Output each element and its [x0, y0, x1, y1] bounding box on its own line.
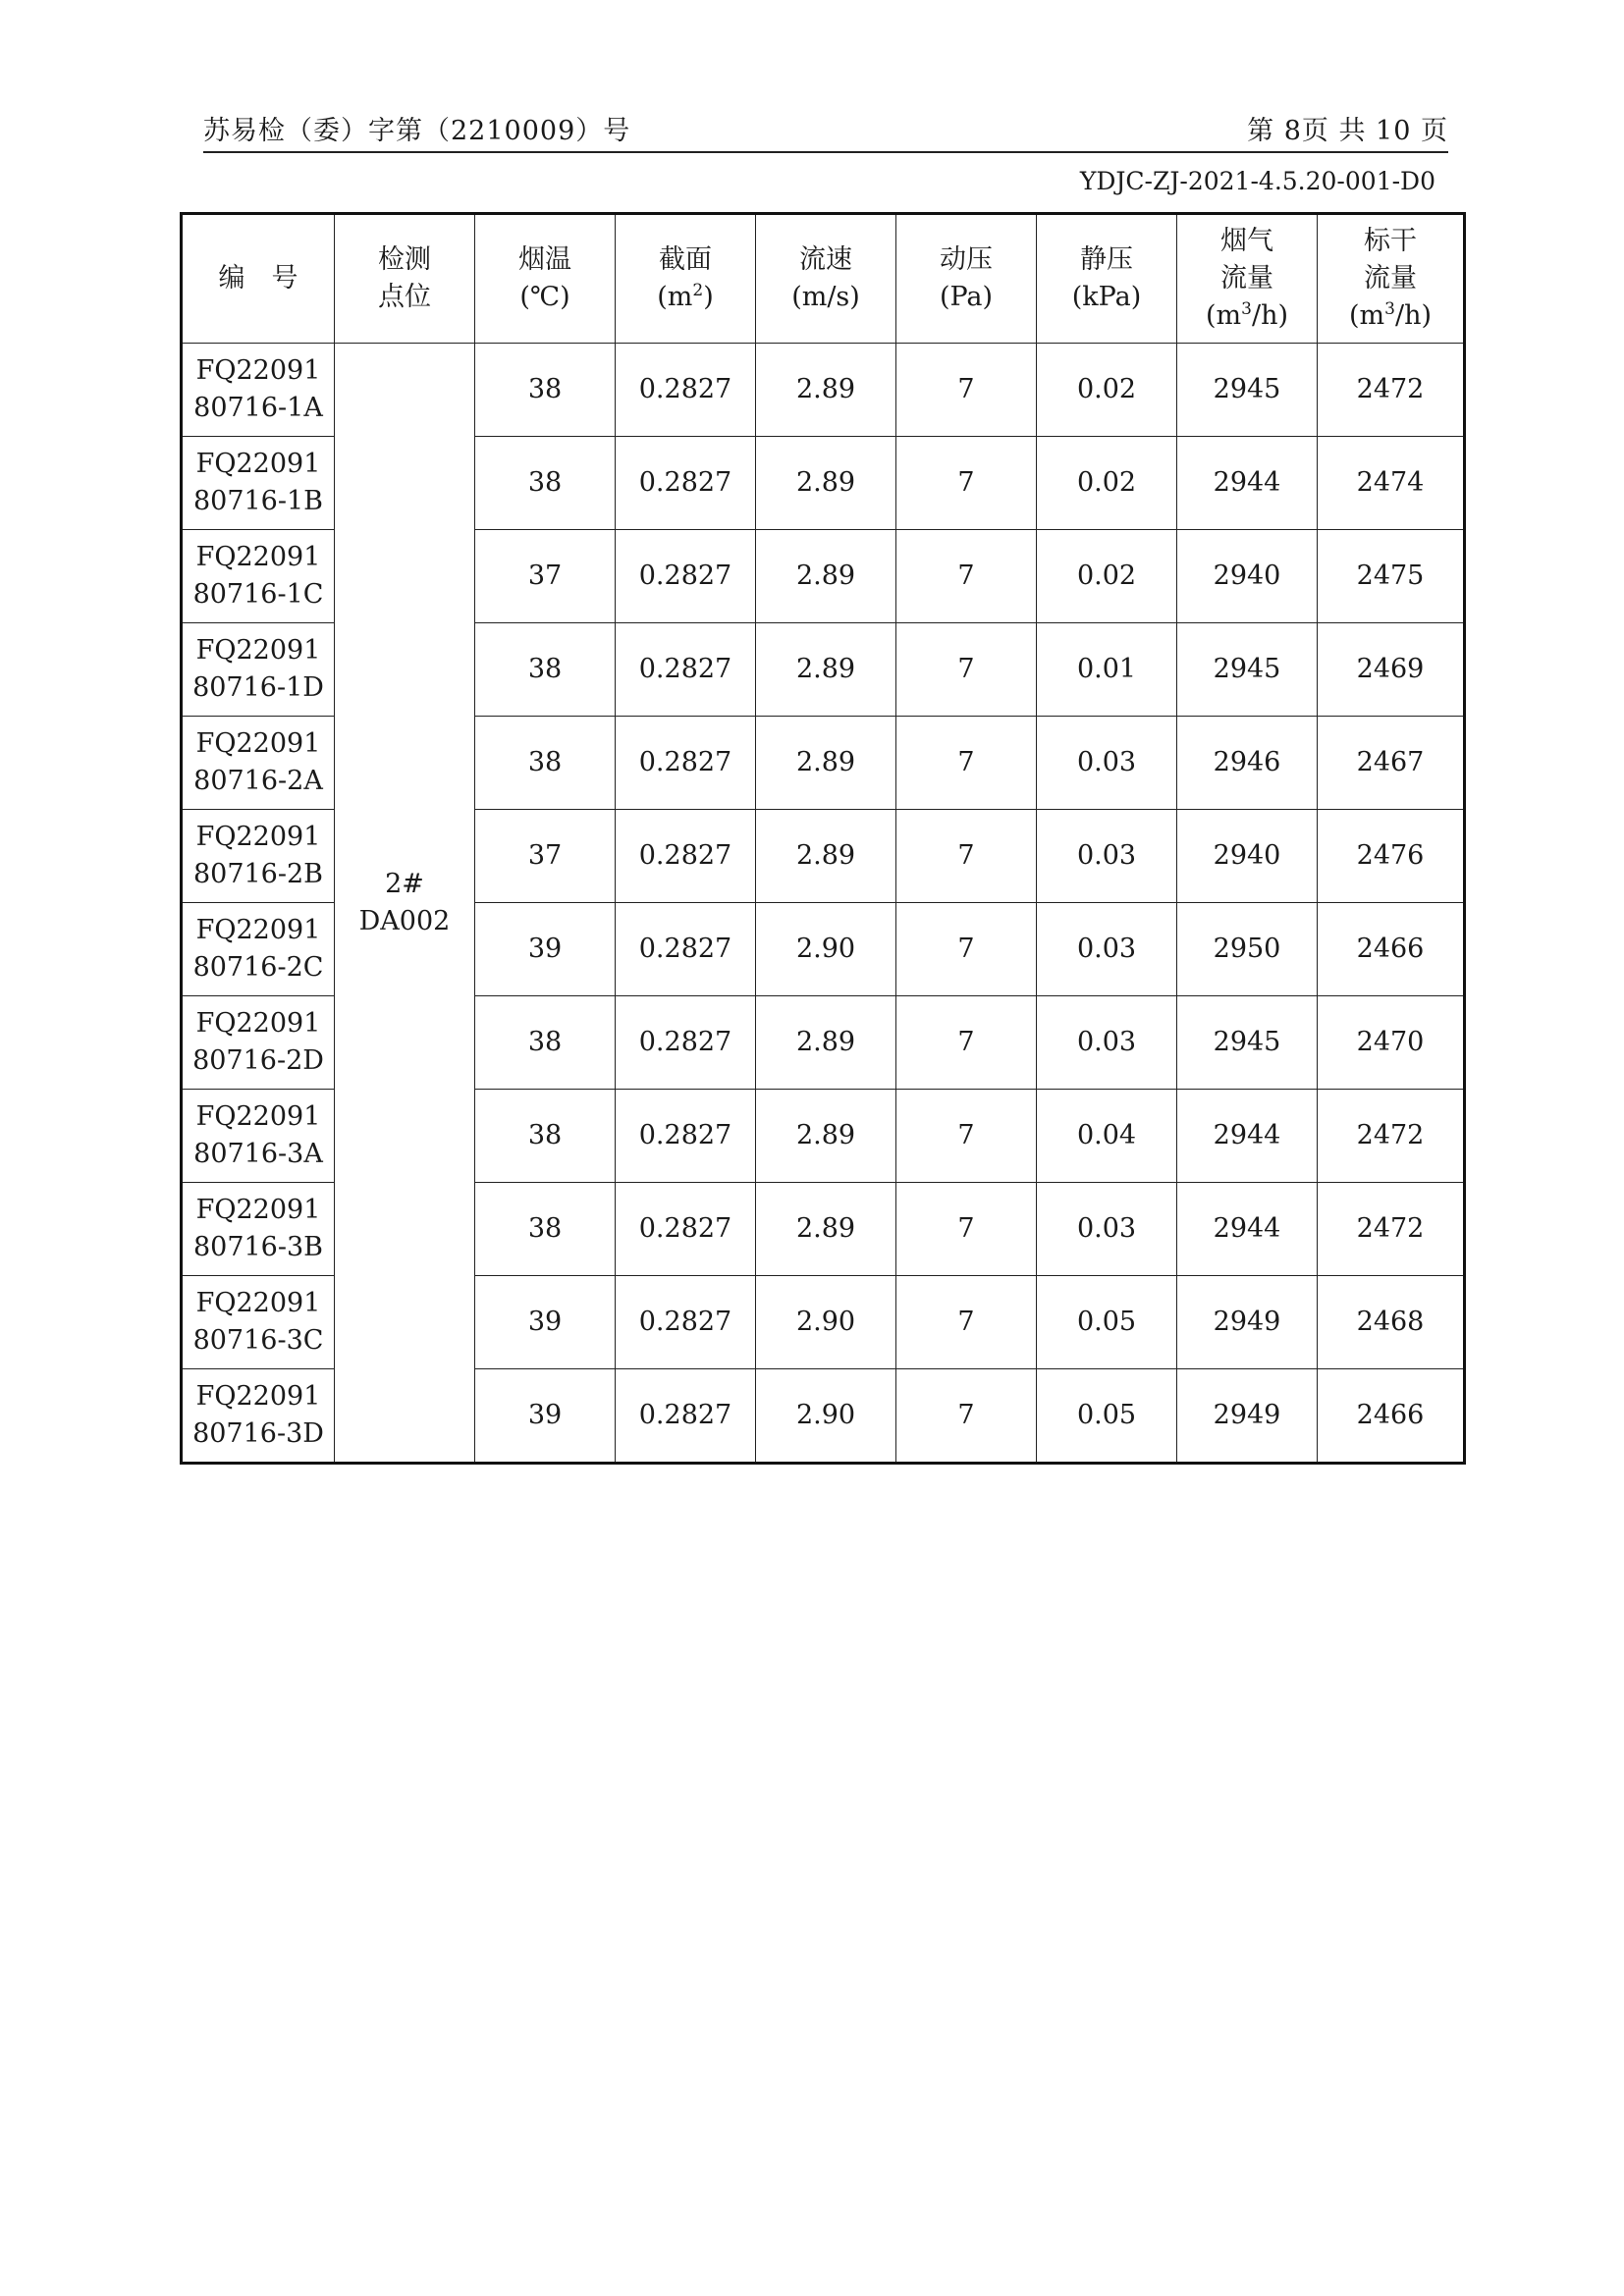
sample-id-text: FQ22091: [195, 542, 321, 572]
dynamic-pressure-cell: 7: [896, 437, 1037, 530]
sample-id-text: FQ22091: [195, 822, 321, 852]
dynamic-pressure-cell: 7: [896, 1276, 1037, 1369]
sample-id-cell: [182, 344, 335, 437]
area-cell: 0.2827: [616, 903, 756, 996]
header-text-part: 流量: [1364, 263, 1417, 294]
header-text-part: 静压: [1080, 244, 1133, 275]
sample-id-text: 80716-2A: [193, 766, 323, 796]
std-dry-flow-cell: 2468: [1318, 1276, 1465, 1369]
sample-id-text: 80716-3A: [193, 1139, 323, 1169]
dynamic-pressure-cell: 7: [896, 903, 1037, 996]
header-text: [616, 241, 755, 279]
static-pressure-cell: 0.05: [1037, 1276, 1177, 1369]
velocity-cell: 2.89: [756, 530, 896, 623]
header-text-part: 烟气: [1220, 226, 1273, 256]
header-text: [1318, 223, 1463, 260]
sample-id-cell: [182, 1369, 335, 1464]
static-pressure-cell: 0.02: [1037, 530, 1177, 623]
sample-id-cell: [182, 1090, 335, 1183]
temperature-cell: 38: [475, 1090, 616, 1183]
header-text-part: (m: [657, 282, 693, 312]
velocity-cell: 2.90: [756, 1369, 896, 1464]
temperature-cell: 38: [475, 344, 616, 437]
sample-id-text: 80716-1D: [192, 672, 324, 703]
temperature-cell: 39: [475, 903, 616, 996]
sample-id-cell: [182, 1276, 335, 1369]
sample-id-text: FQ22091: [195, 449, 321, 479]
sample-id-cell: [182, 530, 335, 623]
area-cell: 0.2827: [616, 810, 756, 903]
header-text: [896, 279, 1036, 316]
header-text-part: 截面: [659, 244, 712, 275]
unit-superscript: 2: [692, 281, 704, 300]
page-info: 第 8页 共 10 页: [1247, 116, 1448, 146]
static-pressure-cell: 0.05: [1037, 1369, 1177, 1464]
sample-id-text: 80716-3C: [192, 1325, 324, 1356]
sample-id-cell: [182, 810, 335, 903]
header-text: [1318, 260, 1463, 297]
sample-id-text: FQ22091: [195, 1008, 321, 1039]
dynamic-pressure-cell: 7: [896, 1369, 1037, 1464]
area-cell: 0.2827: [616, 530, 756, 623]
velocity-cell: 2.89: [756, 1090, 896, 1183]
header-text-part: 检测: [378, 244, 431, 275]
std-dry-flow-cell: 2467: [1318, 717, 1465, 810]
flue-flow-cell: 2944: [1177, 1183, 1318, 1276]
report-number: 苏易检（委）字第（2210009）号: [203, 116, 631, 146]
sample-id-text: 80716-3D: [192, 1418, 324, 1449]
location-text: DA002: [358, 905, 451, 936]
sample-id-text: FQ22091: [195, 915, 321, 945]
flue-flow-cell: 2945: [1177, 344, 1318, 437]
location-cell: [335, 344, 475, 1464]
header-text: [475, 279, 615, 316]
header-text-part: (m/s): [791, 282, 860, 312]
sample-id-cell: [182, 903, 335, 996]
sample-id-text: FQ22091: [195, 728, 321, 759]
area-cell: 0.2827: [616, 1183, 756, 1276]
col-dynamic-pressure-header: [896, 214, 1037, 344]
col-velocity-header: [756, 214, 896, 344]
flue-flow-cell: 2940: [1177, 530, 1318, 623]
header-text-part: 流速: [799, 244, 852, 275]
sample-id-text: FQ22091: [195, 1101, 321, 1132]
dynamic-pressure-cell: 7: [896, 530, 1037, 623]
static-pressure-cell: 0.04: [1037, 1090, 1177, 1183]
header-text: [756, 241, 895, 279]
velocity-cell: 2.89: [756, 717, 896, 810]
area-cell: 0.2827: [616, 1369, 756, 1464]
sample-id-cell: [182, 437, 335, 530]
sample-id-text: FQ22091: [195, 355, 321, 386]
std-dry-flow-cell: 2476: [1318, 810, 1465, 903]
dynamic-pressure-cell: 7: [896, 1183, 1037, 1276]
temperature-cell: 39: [475, 1369, 616, 1464]
std-dry-flow-cell: 2474: [1318, 437, 1465, 530]
sample-id-text: 80716-3B: [192, 1232, 324, 1262]
velocity-cell: 2.89: [756, 437, 896, 530]
col-id-header: [182, 214, 335, 344]
flue-flow-cell: 2945: [1177, 996, 1318, 1090]
flue-flow-cell: 2946: [1177, 717, 1318, 810]
header-text: [756, 279, 895, 316]
sample-id-cell: [182, 623, 335, 717]
static-pressure-cell: 0.03: [1037, 903, 1177, 996]
flue-flow-cell: 2940: [1177, 810, 1318, 903]
unit-tail: /h): [1394, 300, 1432, 331]
sample-id-text: 80716-2C: [192, 952, 324, 983]
flue-flow-cell: 2949: [1177, 1276, 1318, 1369]
temperature-cell: 39: [475, 1276, 616, 1369]
header-text: [1177, 297, 1317, 335]
velocity-cell: 2.89: [756, 1183, 896, 1276]
temperature-cell: 37: [475, 810, 616, 903]
std-dry-flow-cell: 2470: [1318, 996, 1465, 1090]
header-text: [1177, 260, 1317, 297]
flue-flow-cell: 2944: [1177, 1090, 1318, 1183]
std-dry-flow-cell: 2469: [1318, 623, 1465, 717]
header-text: [335, 241, 474, 279]
sample-id-text: FQ22091: [195, 1195, 321, 1225]
header-text: [616, 279, 755, 316]
dynamic-pressure-cell: 7: [896, 810, 1037, 903]
col-temp-header: [475, 214, 616, 344]
flue-flow-cell: 2949: [1177, 1369, 1318, 1464]
area-cell: 0.2827: [616, 717, 756, 810]
header-text-part: (kPa): [1071, 282, 1142, 312]
flue-flow-cell: 2945: [1177, 623, 1318, 717]
velocity-cell: 2.89: [756, 810, 896, 903]
sample-id-cell: [182, 717, 335, 810]
dynamic-pressure-cell: 7: [896, 717, 1037, 810]
temperature-cell: 37: [475, 530, 616, 623]
header-text: [1037, 241, 1176, 279]
header-text-part: 烟温: [518, 244, 571, 275]
dynamic-pressure-cell: 7: [896, 1090, 1037, 1183]
std-dry-flow-cell: 2466: [1318, 903, 1465, 996]
static-pressure-cell: 0.02: [1037, 344, 1177, 437]
header-text-part: (m: [1206, 300, 1242, 331]
sample-id-text: 80716-1A: [193, 393, 323, 423]
header-text: [183, 260, 334, 297]
table-row: [182, 344, 1465, 437]
std-dry-flow-cell: 2466: [1318, 1369, 1465, 1464]
sample-id-text: FQ22091: [195, 1381, 321, 1412]
sample-id-text: FQ22091: [195, 635, 321, 666]
velocity-cell: 2.89: [756, 996, 896, 1090]
header-text-part: 标干: [1364, 226, 1417, 256]
header-text: [1177, 223, 1317, 260]
col-area-header: [616, 214, 756, 344]
col-location-header: [335, 214, 475, 344]
header-text-part: 编 号: [218, 263, 298, 294]
std-dry-flow-cell: 2472: [1318, 1090, 1465, 1183]
velocity-cell: 2.89: [756, 344, 896, 437]
temperature-cell: 38: [475, 1183, 616, 1276]
col-static-pressure-header: [1037, 214, 1177, 344]
area-cell: 0.2827: [616, 623, 756, 717]
dynamic-pressure-cell: 7: [896, 996, 1037, 1090]
std-dry-flow-cell: 2475: [1318, 530, 1465, 623]
document-code: YDJC-ZJ-2021-4.5.20-001-D0: [1079, 167, 1435, 195]
unit-tail: ): [703, 282, 714, 312]
header-text-part: (Pa): [939, 282, 994, 312]
area-cell: 0.2827: [616, 344, 756, 437]
velocity-cell: 2.89: [756, 623, 896, 717]
page-header: [203, 116, 1448, 153]
table-body: [182, 344, 1465, 1464]
temperature-cell: 38: [475, 623, 616, 717]
area-cell: 0.2827: [616, 437, 756, 530]
header-text-part: 动压: [940, 244, 993, 275]
header-text: [1037, 279, 1176, 316]
header-text: [896, 241, 1036, 279]
unit-tail: /h): [1251, 300, 1288, 331]
unit-superscript: 3: [1384, 299, 1395, 319]
flue-flow-cell: 2944: [1177, 437, 1318, 530]
std-dry-flow-cell: 2472: [1318, 344, 1465, 437]
static-pressure-cell: 0.03: [1037, 717, 1177, 810]
flue-flow-cell: 2950: [1177, 903, 1318, 996]
static-pressure-cell: 0.03: [1037, 810, 1177, 903]
sample-id-text: 80716-1C: [192, 579, 324, 610]
header-text-part: 点位: [378, 282, 431, 312]
sample-id-text: FQ22091: [195, 1288, 321, 1318]
area-cell: 0.2827: [616, 1090, 756, 1183]
sample-id-text: 80716-1B: [192, 486, 324, 516]
sample-id-cell: [182, 996, 335, 1090]
unit-superscript: 3: [1241, 299, 1252, 319]
header-text: [475, 241, 615, 279]
dynamic-pressure-cell: 7: [896, 623, 1037, 717]
temperature-cell: 38: [475, 996, 616, 1090]
area-cell: 0.2827: [616, 996, 756, 1090]
velocity-cell: 2.90: [756, 903, 896, 996]
header-text: [1318, 297, 1463, 335]
dynamic-pressure-cell: 7: [896, 344, 1037, 437]
table-header-row: [182, 214, 1465, 344]
sample-id-cell: [182, 1183, 335, 1276]
location-text: 2#: [385, 868, 424, 899]
col-flue-flow-header: [1177, 214, 1318, 344]
temperature-cell: 38: [475, 437, 616, 530]
header-text-part: 流量: [1220, 263, 1273, 294]
sample-id-text: 80716-2B: [192, 859, 324, 889]
header-text: [335, 279, 474, 316]
temperature-cell: 38: [475, 717, 616, 810]
velocity-cell: 2.90: [756, 1276, 896, 1369]
header-text-part: (℃): [519, 282, 570, 312]
measurement-table: [180, 212, 1466, 1465]
area-cell: 0.2827: [616, 1276, 756, 1369]
header-text-part: (m: [1349, 300, 1385, 331]
static-pressure-cell: 0.03: [1037, 1183, 1177, 1276]
std-dry-flow-cell: 2472: [1318, 1183, 1465, 1276]
static-pressure-cell: 0.01: [1037, 623, 1177, 717]
col-std-dry-flow-header: [1318, 214, 1465, 344]
static-pressure-cell: 0.03: [1037, 996, 1177, 1090]
sample-id-text: 80716-2D: [192, 1045, 324, 1076]
static-pressure-cell: 0.02: [1037, 437, 1177, 530]
